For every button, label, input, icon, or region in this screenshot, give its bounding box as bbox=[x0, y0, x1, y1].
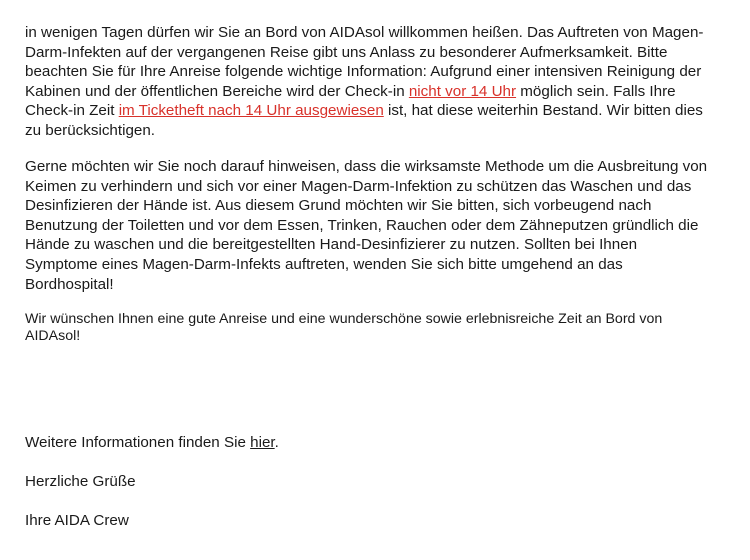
link-not-before-14[interactable]: nicht vor 14 Uhr bbox=[408, 82, 517, 100]
more-info-suffix: . bbox=[274, 434, 279, 451]
signature: Ihre AIDA Crew bbox=[25, 512, 129, 529]
paragraph-hygiene: Gerne möchten wir Sie noch darauf hinweisen, dass die wirksamste Methode um die Ausbreitung von Keimen zu verhindern und sich vor einer Magen-Darm-Infektion zu schützen das Waschen und das Desinfizieren der Hände ist. Aus diesem Grund möchten wir Sie bitten, sich vorbeugend nach Benutzung der Toiletten und vor dem Essen, Trinken, Rauchen oder dem Zähneputzen gründlich die Hände zu waschen und die bereitgestellten Hand-Desinfizierer zu nutzen. Sollten bei Ihnen Symptome eines Magen-Darm-Infekts auftreten, wenden Sie sich bitte umgehend an das Bordhospital! bbox=[25, 158, 708, 293]
paragraph-checkin-info bbox=[25, 23, 713, 141]
greeting: Herzliche Grüße bbox=[25, 473, 136, 490]
paragraph-checkin-text-1: in wenigen Tagen dürfen wir Sie an Bord von AIDAsol willkommen heißen. Das Auftreten von Magen-Darm-Infekten auf der vergangenen Reise gibt uns Anlass zu besonderer Aufmerksamkeit. Bitte beachten Sie für Ihre Anreise folgende wichtige Information: Aufgrund einer intensiven Reinigung der Kabinen und der öffentlichen Bereiche wird der Check-in bbox=[25, 24, 704, 100]
paragraph-checkin-text-3: ist, hat diese weiterhin Bestand. Wir bitten dies zu berücksichtigen. bbox=[25, 102, 703, 139]
paragraph-wishes: Wir wünschen Ihnen eine gute Anreise und eine wunderschöne sowie erlebnisreiche Zeit an Bord von AIDAsol! bbox=[25, 311, 663, 344]
paragraph-checkin-text-2: möglich sein. Falls Ihre Check-in Zeit bbox=[25, 82, 676, 120]
here-link[interactable]: hier bbox=[250, 434, 275, 451]
more-info-prefix: Weitere Informationen finden Sie bbox=[25, 434, 251, 451]
link-ticket-after-14[interactable]: im Ticketheft nach 14 Uhr ausgewiesen bbox=[118, 102, 384, 120]
more-info-line bbox=[25, 433, 279, 453]
